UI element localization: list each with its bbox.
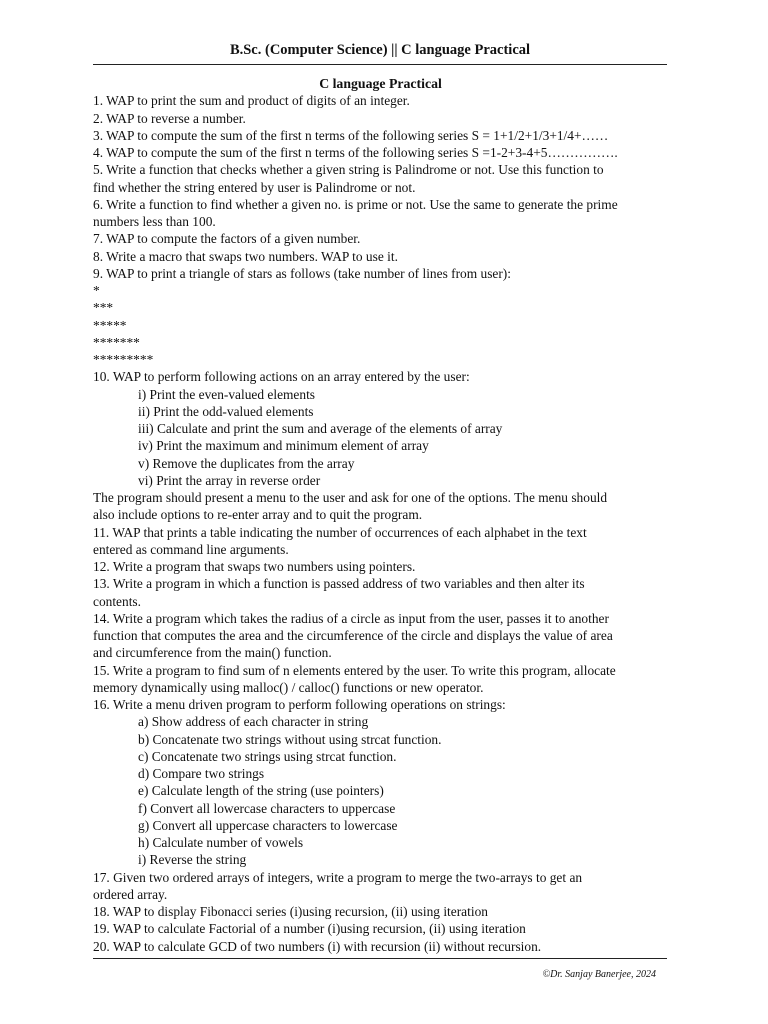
practical-line: numbers less than 100.: [93, 214, 216, 229]
practical-line: entered as command line arguments.: [93, 541, 289, 557]
practical-line: *********: [93, 352, 154, 367]
practical-line: 9. WAP to print a triangle of stars as follows (take number of lines from user):: [93, 265, 511, 281]
sub-item-line: b) Concatenate two strings without using strcat function.: [138, 731, 442, 747]
practical-line: contents.: [93, 593, 141, 609]
header-divider: [93, 64, 667, 65]
practical-line: 12. Write a program that swaps two numbers using pointers.: [93, 559, 416, 574]
footer-divider: [93, 958, 667, 959]
sub-item-line: i) Reverse the string: [138, 852, 247, 868]
practical-line: 11. WAP that prints a table indicating the number of occurrences of each alphabet in the text: [93, 524, 587, 540]
practical-line: 10. WAP to perform following actions on an array entered by the user:: [93, 369, 470, 385]
practical-line: 5. Write a function that checks whether a given string is Palindrome or not. Use this function to: [93, 162, 604, 178]
practical-line: 2. WAP to reverse a number.: [93, 110, 246, 126]
practical-line: 16. Write a menu driven program to perform following operations on strings:: [93, 697, 506, 712]
practical-line: *******: [93, 334, 140, 350]
sub-item-line: d) Compare two strings: [138, 766, 265, 781]
footer-copyright: ©Dr. Sanjay Banerjee, 2024: [542, 969, 656, 980]
practical-line: 7. WAP to compute the factors of a given number.: [93, 231, 361, 247]
document-body: [93, 75, 668, 955]
practical-line: 6. Write a function to find whether a given no. is prime or not. Use the same to generate the prime: [93, 196, 618, 212]
practical-line: and circumference from the main() function.: [93, 645, 332, 661]
sub-item-line: a) Show address of each character in string: [138, 714, 369, 730]
document-title: C language Practical: [319, 76, 442, 91]
sub-item-line: f) Convert all lowercase characters to uppercase: [138, 800, 396, 816]
sub-item-line: h) Calculate number of vowels: [138, 835, 304, 850]
practical-line: ***: [93, 300, 114, 316]
practical-line: function that computes the area and the circumference of the circle and displays the value of area: [93, 628, 613, 643]
practical-line: 14. Write a program which takes the radius of a circle as input from the user, passes it to another: [93, 610, 609, 626]
practical-line: 19. WAP to calculate Factorial of a number (i)using recursion, (ii) using iteration: [93, 921, 526, 937]
sub-item-line: e) Calculate length of the string (use pointers): [138, 783, 384, 799]
practical-line: 18. WAP to display Fibonacci series (i)using recursion, (ii) using iteration: [93, 904, 488, 919]
practical-line: 3. WAP to compute the sum of the first n terms of the following series S = 1+1/2+1/3+1/4+……: [93, 127, 609, 143]
page-header-title: B.Sc. (Computer Science) || C language Practical: [229, 42, 531, 58]
sub-item-line: v) Remove the duplicates from the array: [138, 455, 355, 471]
practical-line: find whether the string entered by user is Palindrome or not.: [93, 179, 416, 195]
practical-line: ordered array.: [93, 886, 168, 902]
practical-line: 20. WAP to calculate GCD of two numbers (i) with recursion (ii) without recursion.: [93, 938, 542, 954]
practical-line: 13. Write a program in which a function is passed address of two variables and then alter its: [93, 576, 585, 592]
sub-item-line: i) Print the even-valued elements: [138, 386, 315, 402]
practical-line: 1. WAP to print the sum and product of digits of an integer.: [93, 93, 410, 109]
practical-line: 4. WAP to compute the sum of the first n terms of the following series S =1-2+3-4+5…………….: [93, 145, 618, 160]
practical-line: *: [93, 283, 100, 298]
sub-item-line: iii) Calculate and print the sum and average of the elements of array: [138, 421, 503, 436]
sub-item-line: c) Concatenate two strings using strcat function.: [138, 748, 397, 764]
sub-item-line: g) Convert all uppercase characters to lowercase: [138, 817, 398, 833]
practical-line: memory dynamically using malloc() / calloc() functions or new operator.: [93, 679, 484, 695]
practical-line: The program should present a menu to the user and ask for one of the options. The menu should: [93, 490, 608, 505]
sub-item-line: vi) Print the array in reverse order: [138, 472, 321, 488]
practical-list: [93, 92, 668, 955]
practical-line: also include options to re-enter array and to quit the program.: [93, 507, 423, 523]
sub-item-line: iv) Print the maximum and minimum element of array: [138, 438, 429, 454]
practical-line: 15. Write a program to find sum of n elements entered by the user. To write this program, allocate: [93, 662, 616, 678]
practical-line: 8. Write a macro that swaps two numbers. WAP to use it.: [93, 248, 398, 264]
practical-line: 17. Given two ordered arrays of integers, write a program to merge the two-arrays to get an: [93, 869, 583, 885]
sub-item-line: ii) Print the odd-valued elements: [138, 403, 314, 419]
practical-line: *****: [93, 317, 127, 333]
